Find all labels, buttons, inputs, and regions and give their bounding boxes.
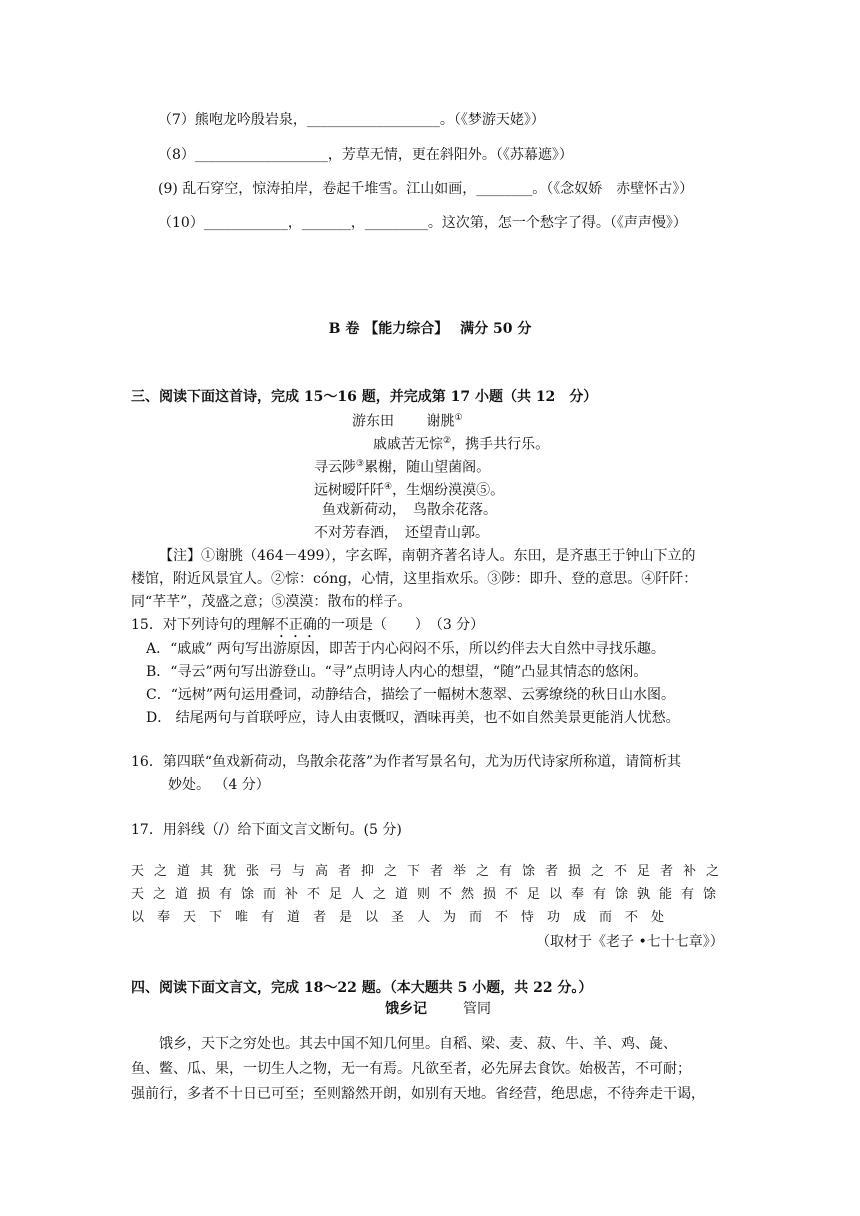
poem-line-4: 鱼戏新荷动， 鸟散余花落。 bbox=[322, 502, 497, 518]
essay-line-1: 饿乡，天下之穷处也。其去中国不知几何里。自稻、梁、麦、菽、牛、羊、鸡、彘、 bbox=[159, 1036, 677, 1052]
note-line-2: 楼馆，附近风景宜人。②悰：cóng，心情，这里指欢乐。③陟：即升、登的意思。④阡阡： bbox=[131, 571, 698, 587]
fill-item-10: （10）____________，_______，_________。这次第，怎一个愁字了得。（《声声慢》） bbox=[158, 215, 687, 231]
q17-text-line-3: 以奉天下唯有道者是以圣人为而不恃功成而不处 bbox=[131, 910, 678, 925]
essay-line-2: 鱼、鳖、瓜、果，一切生人之物，无一有焉。凡欲至者，必先屏去食饮。始极苦，不可耐； bbox=[131, 1061, 691, 1077]
essay-title-line: 饿乡记 管同 bbox=[385, 1001, 491, 1017]
q17-text-line-2: 天之道损有馀而补不足人之道则不然损不足以奉有馀孰能有馀 bbox=[131, 887, 726, 902]
q15-option-d: D． 结尾两句与首联呼应，诗人由衷慨叹，酒味再美，也不如自然美景更能消人忧愁。 bbox=[146, 710, 680, 726]
q17-text-line-1: 天之道其犹张弓与高者抑之下者举之有馀者损之不足者补之 bbox=[131, 864, 730, 879]
fill-item-9: (9) 乱石穿空，惊涛拍岸，卷起千堆雪。江山如画，________。（《念奴娇 赤壁怀古》） bbox=[158, 181, 694, 197]
q17-source: （取材于《老子 •七十七章》） bbox=[536, 934, 724, 950]
question-15: 15．对下列诗句的理解不正确的一项是（ ） （3 分） bbox=[131, 617, 485, 633]
section3-heading: 三、阅读下面这首诗，完成 15～16 题，并完成第 17 小题（共 12 分） bbox=[131, 389, 598, 405]
fill-item-8: （8）___________________，芳草无情，更在斜阳外。（《苏幕遮》） bbox=[158, 147, 573, 163]
essay-line-3: 强前行，多者不十日已可至；至则豁然开朗，如别有天地。省经营，绝思虑，不待奔走干谒， bbox=[131, 1086, 705, 1102]
poem-title: 游东田 谢朓① bbox=[352, 413, 463, 430]
poem-line-3: 远树暧阡阡④，生烟纷漠漠⑤。 bbox=[314, 482, 505, 499]
q15-option-a: A．“戚戚” 两句写出游原因，即苦于内心闷闷不乐，所以约伴去大自然中寻找乐趣。 bbox=[146, 641, 665, 657]
question-17: 17．用斜线（/）给下面文言文断句。(5 分) bbox=[131, 822, 402, 838]
question-16-line-2: 妙处。 （4 分） bbox=[168, 777, 270, 793]
question-16-line-1: 16．第四联“鱼戏新荷动，鸟散余花落”为作者写景名句，尤为历代诗家所称道，请简析其 bbox=[131, 754, 682, 770]
note-line-1: 【注】①谢朓（464－499），字玄晖，南朝齐著名诗人。东田，是齐惠王于钟山下立的 bbox=[159, 548, 696, 564]
section-b-title: B 卷 【能力综合】 满分 50 分 bbox=[328, 321, 532, 337]
fill-item-7: （7）熊咆龙吟殷岩泉，___________________。（《梦游天姥》） bbox=[158, 112, 545, 128]
q15-option-c: C．“远树”两句运用叠词，动静结合，描绘了一幅树木葱翠、云雾缭绕的秋日山水图。 bbox=[146, 687, 676, 703]
poem-line-2: 寻云陟③累榭，随山望菌阁。 bbox=[314, 459, 491, 476]
q15-option-b: B．“寻云”两句写出游登山。“寻”点明诗人内心的想望，“随”凸显其情态的悠闲。 bbox=[146, 664, 648, 680]
poem-line-1: 戚戚苦无悰②，携手共行乐。 bbox=[373, 436, 550, 453]
note-line-3: 同“芊芊”，茂盛之意；⑤漠漠：散布的样子。 bbox=[131, 594, 412, 610]
poem-line-5: 不对芳春酒， 还望青山郭。 bbox=[314, 525, 489, 541]
section4-heading: 四、阅读下面文言文，完成 18～22 题。（本大题共 5 小题，共 22 分。） bbox=[131, 980, 593, 996]
